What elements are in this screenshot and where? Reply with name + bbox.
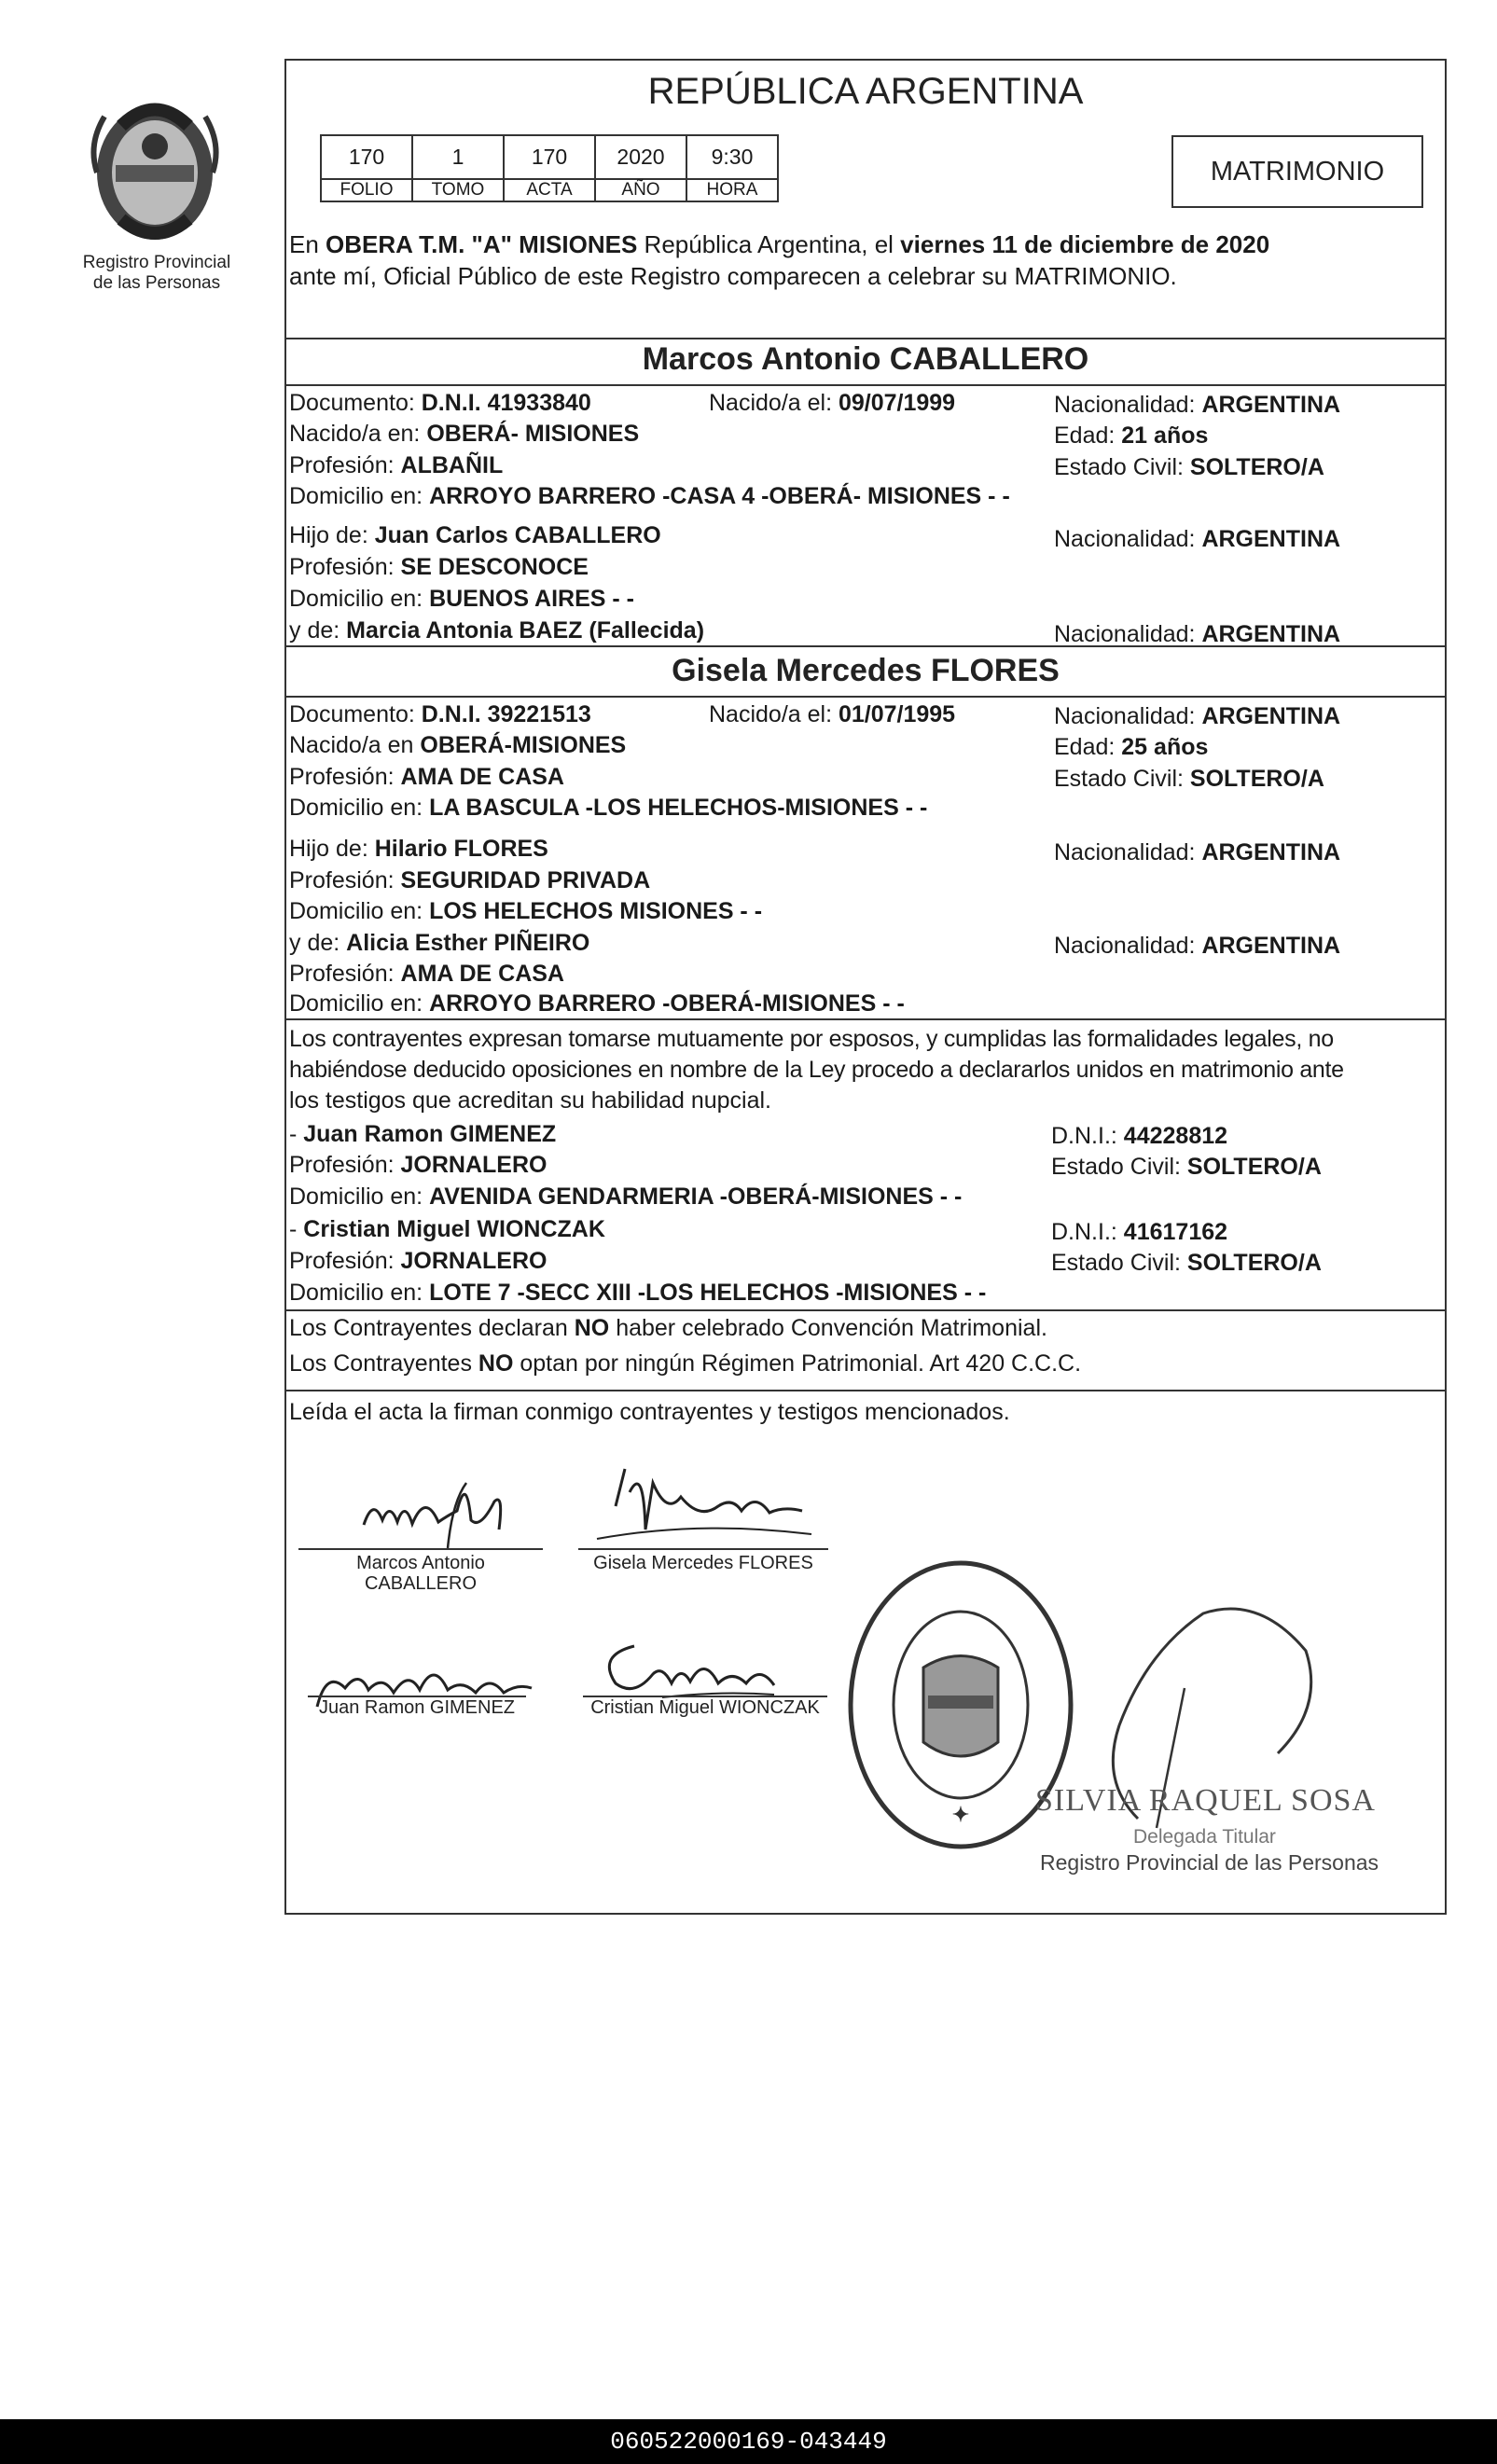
c1-doc: Documento: D.N.I. 41933840 <box>289 390 591 416</box>
contrayente1-name: Marcos Antonio CABALLERO <box>642 341 1089 377</box>
org-line1: Registro Provincial <box>82 253 231 272</box>
c2-dom: Domicilio en: LA BASCULA -LOS HELECHOS-MISIONES - - <box>289 795 928 821</box>
intro-line2: ante mí, Oficial Público de este Registro comparecen a celebrar su MATRIMONIO. <box>289 262 1177 290</box>
hora-label: HORA <box>686 179 778 201</box>
c1-father: Hijo de: Juan Carlos CABALLERO <box>289 522 661 548</box>
divider <box>284 338 1447 339</box>
c1-father-nat: Nacionalidad: ARGENTINA <box>1054 526 1341 552</box>
folio-value: 170 <box>321 135 412 179</box>
signature-caption-4: Cristian Miguel WIONCZAK <box>590 1697 820 1718</box>
c1-prof: Profesión: ALBAÑIL <box>289 452 504 478</box>
declaration-line3: los testigos que acreditan su habilidad nupcial. <box>289 1087 772 1114</box>
record-type: MATRIMONIO <box>1210 156 1385 187</box>
c2-mother: y de: Alicia Esther PIÑEIRO <box>289 930 590 956</box>
c2-mother-nat: Nacionalidad: ARGENTINA <box>1054 933 1341 959</box>
c1-birth: Nacido/a el: 09/07/1999 <box>709 390 956 416</box>
witness2-prof: Profesión: JORNALERO <box>289 1248 548 1274</box>
divider <box>284 1018 1447 1020</box>
document-code-bar <box>0 2419 1497 2464</box>
record-type-box <box>1171 135 1423 208</box>
witness2-civil: Estado Civil: SOLTERO/A <box>1051 1250 1322 1276</box>
witness2-dni: D.N.I.: 41617162 <box>1051 1219 1228 1245</box>
officer-role: Delegada Titular <box>1133 1826 1276 1848</box>
witness1-dni: D.N.I.: 44228812 <box>1051 1123 1228 1149</box>
svg-text:✦: ✦ <box>951 1803 970 1826</box>
signature-line <box>578 1548 828 1550</box>
regime-line2: Los Contrayentes NO optan por ningún Régimen Patrimonial. Art 420 C.C.C. <box>289 1350 1082 1377</box>
intro-date: viernes 11 de diciembre de 2020 <box>900 230 1270 258</box>
tomo-value: 1 <box>412 135 504 179</box>
c1-age: Edad: 21 años <box>1054 422 1209 449</box>
c2-age: Edad: 25 años <box>1054 734 1209 760</box>
hora-value: 9:30 <box>686 135 778 179</box>
signature-line <box>298 1548 543 1550</box>
folio-label: FOLIO <box>321 179 412 201</box>
witness1-prof: Profesión: JORNALERO <box>289 1152 548 1178</box>
closing-text: Leída el acta la firman conmigo contrayentes y testigos mencionados. <box>289 1399 1010 1425</box>
signature-marcos-icon <box>308 1464 560 1557</box>
org-line2: de las Personas <box>92 273 221 293</box>
intro-line1: En OBERA T.M. "A" MISIONES República Argentina, el viernes 11 de diciembre de 2020 <box>289 230 1270 258</box>
officer-org: Registro Provincial de las Personas <box>1040 1850 1379 1875</box>
registry-table <box>320 134 779 202</box>
c2-nat: Nacionalidad: ARGENTINA <box>1054 703 1341 729</box>
c2-father: Hijo de: Hilario FLORES <box>289 836 548 862</box>
c1-mother-nat: Nacionalidad: ARGENTINA <box>1054 621 1341 647</box>
intro-place: OBERA T.M. "A" MISIONES <box>326 230 638 258</box>
c1-civil: Estado Civil: SOLTERO/A <box>1054 454 1324 480</box>
contrayente2-name: Gisela Mercedes FLORES <box>672 653 1060 688</box>
divider <box>284 1390 1447 1391</box>
c1-father-prof: Profesión: SE DESCONOCE <box>289 554 589 580</box>
c2-born: Nacido/a en OBERÁ-MISIONES <box>289 732 627 758</box>
divider <box>284 1309 1447 1311</box>
c1-born: Nacido/a en: OBERÁ- MISIONES <box>289 421 640 447</box>
signature-caption-1: Marcos Antonio CABALLERO <box>356 1553 485 1594</box>
c1-dom: Domicilio en: ARROYO BARRERO -CASA 4 -OBERÁ- MISIONES - - <box>289 483 1010 509</box>
c2-father-prof: Profesión: SEGURIDAD PRIVADA <box>289 867 651 893</box>
signature-caption-2: Gisela Mercedes FLORES <box>593 1553 813 1573</box>
tomo-label: TOMO <box>412 179 504 201</box>
signature-caption-3: Juan Ramon GIMENEZ <box>318 1697 516 1718</box>
c2-father-nat: Nacionalidad: ARGENTINA <box>1054 839 1341 865</box>
country-title: REPÚBLICA ARGENTINA <box>647 71 1084 112</box>
acta-value: 170 <box>504 135 595 179</box>
document-code: 060522000169-043449 <box>610 2428 887 2456</box>
c2-prof: Profesión: AMA DE CASA <box>289 764 564 790</box>
c2-doc: Documento: D.N.I. 39221513 <box>289 701 591 727</box>
c1-mother: y de: Marcia Antonia BAEZ (Fallecida) <box>289 617 705 644</box>
anio-value: 2020 <box>595 135 686 179</box>
divider <box>284 696 1447 698</box>
witness1-dom: Domicilio en: AVENIDA GENDARMERIA -OBERÁ-MISIONES - - <box>289 1184 963 1210</box>
c2-mother-dom: Domicilio en: ARROYO BARRERO -OBERÁ-MISIONES - - <box>289 990 905 1017</box>
c2-civil: Estado Civil: SOLTERO/A <box>1054 766 1324 792</box>
witness1-civil: Estado Civil: SOLTERO/A <box>1051 1154 1322 1180</box>
witness2-name: - Cristian Miguel WIONCZAK <box>289 1216 605 1242</box>
anio-label: AÑO <box>595 179 686 201</box>
acta-label: ACTA <box>504 179 595 201</box>
c2-mother-prof: Profesión: AMA DE CASA <box>289 961 564 987</box>
c1-nat: Nacionalidad: ARGENTINA <box>1054 392 1341 418</box>
witness1-name: - Juan Ramon GIMENEZ <box>289 1121 557 1147</box>
c2-birth: Nacido/a el: 01/07/1995 <box>709 701 956 727</box>
divider <box>284 384 1447 386</box>
witness2-dom: Domicilio en: LOTE 7 -SECC XIII -LOS HELECHOS -MISIONES - - <box>289 1280 987 1306</box>
regime-line1: Los Contrayentes declaran NO haber celebrado Convención Matrimonial. <box>289 1315 1047 1341</box>
officer-name: SILVIA RAQUEL SOSA <box>1035 1783 1376 1818</box>
declaration-line2: habiéndose deducido oposiciones en nombre de la Ley procedo a declararlos unidos en matrimonio ante <box>289 1057 1344 1083</box>
province-crest-icon <box>84 89 226 249</box>
c2-father-dom: Domicilio en: LOS HELECHOS MISIONES - - <box>289 898 763 924</box>
declaration-line1: Los contrayentes expresan tomarse mutuamente por esposos, y cumplidas las formalidades legales, no <box>289 1026 1334 1052</box>
registry-logo <box>73 89 241 303</box>
c1-father-dom: Domicilio en: BUENOS AIRES - - <box>289 586 634 612</box>
signature-gisela-icon <box>578 1455 839 1557</box>
